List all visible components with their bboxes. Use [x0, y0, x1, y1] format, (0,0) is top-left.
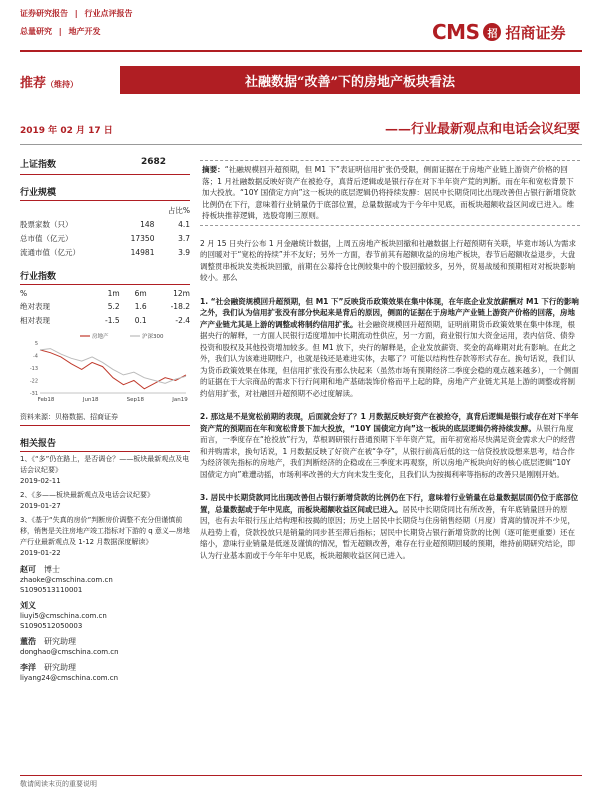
header-divider	[20, 50, 582, 52]
author-id: S1090513110001	[20, 586, 83, 594]
related-date: 2019-01-27	[20, 502, 61, 510]
related-date: 2019-01-22	[20, 549, 61, 557]
cell: 3.9	[178, 247, 190, 257]
author-email[interactable]: zhaoke@cmschina.com.cn	[20, 576, 113, 584]
rating-label: 推荐	[20, 76, 47, 91]
cell: %	[20, 288, 28, 298]
cell: 1m	[107, 288, 120, 298]
report-type-line	[20, 8, 137, 19]
index-perf-table	[20, 287, 190, 327]
separator: |	[74, 9, 78, 18]
abstract-text: “社融规模回升超预期，但 M1 下”表证明信用扩张仍受限，侧面证据在于房地产业链上游资产价格的回落；1 月社融数据反映好资产在被抢夺，真背后逻辑或是银行存在对下半年资产荒的判断。而在年和宽松背景下加大投放。“10Y 国债定方向”这一板块的底层逻辑仍将持续发酵：居民中长期贷同比出现改善但占银行新增贷款比例仍在下行，意味着行业销量仍于底部位置，总量数据或为于今年中见底，而板块超额收益区间或已进入。维持板块推荐逻辑，选股弯刚三原则。	[202, 165, 576, 220]
legend-label: 房地产	[92, 334, 109, 340]
cell: 0.1	[134, 315, 147, 325]
related-list	[20, 454, 190, 559]
table-row	[20, 287, 190, 299]
point-2-text: 从银行角度而言，一季度存在“抢投放”行为，草根调研银行普通预期下半年资产荒，而年初宽裕尽快满足资金需求大户的经营和并购需求，换句话说，1 月数据反映了好资产在被“争夺”，从银行前高后低的这一信贷投放设想来思考，结合作为经济领先指标的房地产，我们判断经济的企稳或在三季度末再观察，所以房地产板块向好的核心底层逻辑“10Y 国债定方向”难遭动摇，市场利率改善的大方向未发生变化，且我们认为按揭利率等指标的改善只是刚刚开始。	[200, 423, 576, 479]
y-tick-label: -22	[29, 378, 38, 385]
point-3	[200, 492, 580, 561]
author-name: 李洋 研究助理	[20, 663, 76, 672]
x-tick-label: Sep18	[126, 397, 145, 403]
index-value: 2682	[140, 157, 166, 167]
cell: 流通市值（亿元）	[20, 247, 80, 257]
sidebar	[20, 155, 190, 683]
cell: 12m	[173, 288, 190, 298]
author-email[interactable]: donghao@cmschina.com.cn	[20, 648, 119, 656]
footer-note: 敬请阅读末页的重要说明	[20, 775, 582, 789]
data-source: 资料来源：贝格数据、招商证券	[20, 412, 190, 426]
separator: |	[58, 27, 62, 36]
report-subtype: 行业点评报告	[84, 9, 133, 18]
industry: 地产开发	[68, 27, 101, 36]
logo-seal-icon: 招	[483, 23, 501, 41]
abstract-title: 摘要：	[202, 165, 225, 174]
rating	[20, 72, 78, 91]
index-perf-title: 行业指数	[20, 269, 190, 285]
scale-title: 行业规模	[20, 185, 190, 201]
related-item[interactable]	[20, 454, 190, 487]
related-title: 相关报告	[20, 436, 190, 452]
y-tick-label: 5	[34, 341, 38, 347]
cell: 14981	[130, 247, 155, 257]
x-tick-label: Feb18	[37, 397, 55, 403]
cell: 6m	[134, 288, 147, 298]
point-3-text: 居民中长期贷同比有所改善，有年底销量回升的原因，也有去年银行压止结构理和按揭的原因；历史上居民中长期贷与住房销售经期（月度）背离的情况并不少见，从趋势上看，贷款投放只是销量的同步甚至滞后指标；居民中长期贷占银行新增贷款的比例（逐可能更重要）还在缩小，意味行业销量是低迷及谨慎的情况，暂无超额改善，难存在行业超预期回暖的预期，维持前期研究结论，即认为行业基本面或于今年年中见底，板块超额收益区间已进入。	[200, 504, 575, 560]
point-1	[200, 296, 580, 400]
author-email[interactable]: liuyi5@cmschina.com.cn	[20, 612, 107, 620]
cell: 148	[140, 219, 155, 229]
cell: -18.2	[170, 301, 190, 311]
point-3-heading: 3. 居民中长期贷款同比出现改善但占银行新增贷款的比例仍在下行，意味着行业销量在总量数据层面仍位于底部位置，总量数据或于年中见底，而板块超额收益区间或已进入。	[200, 493, 579, 514]
table-row	[20, 245, 190, 259]
point-2-heading: 2. 那这是不是宽松前期的表现，后面就会好了？1 月数据反映好资产在被抢夺，真背后逻辑是银行或存在对下半年资产荒的预期而在年和宽松背景下加大投放，“10Y 国债定方向”这一板块的底层逻辑仍将持续发酵。	[200, 412, 579, 433]
report-date: 2019 年 02 月 17 日	[20, 126, 113, 136]
y-tick-label: -4	[33, 353, 38, 360]
cell: -1.5	[105, 315, 120, 325]
author-email[interactable]: liyang24@cmschina.com.cn	[20, 674, 119, 682]
point-1-text: 社会融资规模回升超预期，证明前期货币政策效果在集中体现，根据央行的解释，一方面人民银行适度增加中长期流动性供应，另一方面，商业银行加大资金运用，表内信贷、债券投资和股权及其他投资增加较多。但 M1 放下，央行的解释是，企业发放薪资、奖金的高峰期对此有影响。在此之外，我们认为该难进期账户，也就是钱还是难进实体，去哪了？可能以结构性存款等形式存在。换句话说，我们认为货币政策效果在体现，但信用扩张没有那么快起来（虽然市场有预期经济二季度会稳的观点越来越多），一个侧面的证据在于大宗商品的需求下行行间期和地产基础装饰价格而平上起的降，房地产产业链尤其是上游的调整或将制约信用扩张，对社融回升超预期不必过度解读。	[200, 319, 579, 398]
author-name: 刘义	[20, 601, 36, 610]
cms-logo	[432, 18, 582, 46]
logo-text-en: CMS	[432, 20, 480, 44]
author-name: 赵可 博士	[20, 565, 60, 574]
report-subtitle: ——行业最新观点和电话会议纪要	[384, 122, 580, 137]
author-id: S1090512050003	[20, 622, 83, 630]
cell: 17350	[130, 233, 155, 243]
point-1-heading: 1. “社会融资规模回升超预期，但 M1 下”反映货币政策效果在集中体现，在年底企业发放薪酬对 M1 下行的影响之外，我们认为信用扩张没有部分快起来是背后的原因，侧面的证据在于房地产产业链上游资产价格的回落，房地产产业链尤其是上游的调整或将制约信用扩张。	[200, 296, 579, 329]
table-row	[20, 203, 190, 217]
title-divider	[20, 144, 582, 145]
intro-paragraph: 2 月 15 日央行公布 1 月金融统计数据，上周五房地产板块回撤和社融数据上行超预期有关联，毕竟市场认为需求的回暖对于“宽松的持续”并不友好；另外一方面，春节前其有超额收益的房地产板块，春节后超额收益退步，大盘调整贯串板块发类板块回撤，前期在公募持仓比例较集中的个股回撤较多，另外，贸易战缓和预期相对对板块影响较小。那么	[200, 238, 577, 282]
x-tick-label: Jun18	[82, 397, 99, 403]
x-tick-label: Jan19	[172, 397, 188, 403]
cell: 3.7	[178, 233, 190, 243]
author-list	[20, 565, 190, 683]
cell: -2.4	[175, 315, 190, 325]
scale-table	[20, 203, 190, 259]
point-2	[200, 411, 580, 480]
cell: 1.6	[134, 301, 147, 311]
table-row	[20, 299, 190, 313]
table-row	[20, 217, 190, 231]
cell: 相对表现	[20, 315, 50, 325]
cell: 4.1	[178, 219, 190, 229]
cell: 5.2	[107, 301, 120, 311]
related-text: 1、《“多”仍在路上，是否调仓？——板块最新观点及电话会议纪要》	[20, 455, 190, 474]
cell: 绝对表现	[20, 301, 50, 311]
table-row	[20, 313, 190, 327]
cell: 总市值（亿元）	[20, 233, 73, 243]
index-performance-chart	[20, 331, 190, 406]
abstract-box	[200, 160, 580, 226]
author-name: 董浩 研究助理	[20, 637, 76, 646]
related-date: 2019-02-11	[20, 477, 61, 485]
report-type: 证券研究报告	[20, 9, 68, 18]
rating-note: （维持）	[46, 80, 79, 89]
legend-label: 沪深300	[142, 334, 164, 340]
report-title: 社融数据“改善”下的房地产板块看法	[120, 66, 580, 94]
cell: 股票家数（只）	[20, 219, 73, 229]
logo-text-cn: 招商证券	[505, 23, 566, 42]
related-text: 2、《多——板块最新观点及电话会议纪要》	[20, 491, 154, 499]
index-row	[20, 155, 190, 175]
related-text: 3、《基于“失真的房价”判断房价调整不充分但谨慎前移，销售是关注房地产竣工指标对下游的 q 意义—房地产行业最新观点及 1-12 月数据深度解读》	[20, 516, 190, 546]
scale-header: 占比%	[167, 205, 190, 215]
research-type-line	[20, 26, 105, 37]
y-tick-label: -13	[29, 366, 38, 372]
y-tick-label: -31	[29, 391, 38, 397]
index-label: 上证指数	[20, 160, 57, 170]
related-item[interactable]	[20, 515, 190, 559]
table-row	[20, 231, 190, 245]
main-content	[200, 160, 580, 561]
research-type: 总量研究	[20, 27, 52, 36]
related-item[interactable]	[20, 490, 190, 512]
